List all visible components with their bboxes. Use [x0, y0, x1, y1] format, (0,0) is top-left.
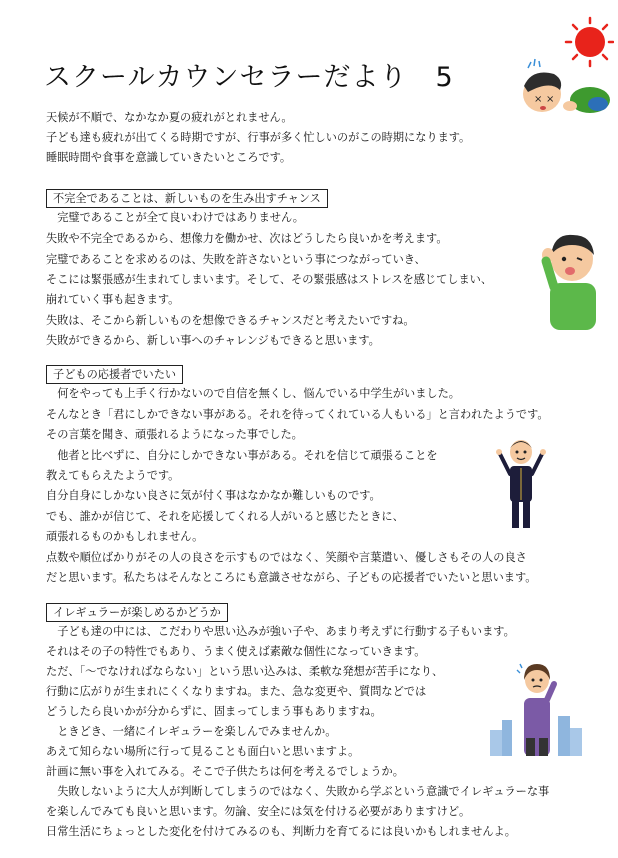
paragraph-line: 行動に広がりが生まれにくくなりますね。また、急な変更や、質問などでは — [46, 685, 427, 698]
paragraph-line: 失敗ができるから、新しい事へのチャレンジもできると思います。 — [46, 334, 380, 347]
embarrassed-child-illustration — [540, 225, 604, 330]
paragraph-line: 日常生活にちょっとした変化を付けてみるのも、判断力を育てるには良いかもしれませんよ。 — [46, 825, 516, 838]
issue-number: 5 — [435, 62, 454, 93]
paragraph-line: 頑張れるものかもしれません。 — [46, 530, 204, 543]
svg-text:×: × — [546, 94, 555, 105]
paragraph-line: 他者と比べずに、自分にしかできない事がある。それを信じて頑張ることを — [46, 449, 438, 462]
paragraph-line: 失敗は、そこから新しいものを想像できるチャンスだと考えたいですね。 — [46, 314, 415, 327]
paragraph-line: 完璧であることが全て良いわけではありません。 — [46, 211, 304, 224]
paragraph-line: それはその子の特性でもあり、うまく使えば素敵な個性になっていきます。 — [46, 645, 426, 658]
paragraph-line: 計画に無い事を入れてみる。そこで子供たちは何を考えるでしょうか。 — [46, 765, 404, 778]
svg-text:×: × — [534, 94, 543, 105]
paragraph-line: そんなとき「君にしかできない事がある。それを待ってくれている人もいる」と言われたようです。 — [46, 408, 549, 421]
heat-exhausted-kid-illustration — [510, 8, 614, 116]
newsletter-title — [44, 55, 454, 94]
paragraph-line: そこには緊張感が生まれてしまいます。そして、その緊張感はストレスを感じてしまい、 — [46, 273, 493, 286]
section-heading-incomplete: 不完全であることは、新しいものを生み出すチャンス — [46, 189, 328, 208]
paragraph-line: 自分自身にしかない良さに気が付く事はなかなか難しいものです。 — [46, 489, 381, 502]
paragraph-line: 何をやっても上手く行かないので自信を無くし、悩んでいる中学生がいました。 — [46, 387, 460, 400]
paragraph-line: だと思います。私たちはそんなところにも意識させながら、子どもの応援者でいたいと思います。 — [46, 571, 537, 584]
paragraph-line: 子ども達の中には、こだわりや思い込みが強い子や、あまり考えずに行動する子もいます。 — [46, 625, 515, 638]
intro-line: 天候が不順で、なかなか夏の疲れがとれません。 — [46, 111, 293, 124]
paragraph-line: でも、誰かが信じて、それを応援してくれる人がいると感じたときに、 — [46, 510, 404, 523]
paragraph-line: 崩れていく事も起きます。 — [46, 293, 180, 306]
intro-line: 睡眠時間や食事を意識していきたいところです。 — [46, 151, 292, 164]
paragraph-line: を楽しんでみても良いと思います。勿論、安全には気を付ける必要がありますけど。 — [46, 805, 471, 818]
title-text: スクールカウンセラーだより — [44, 62, 408, 93]
section-heading-supporter: 子どもの応援者でいたい — [46, 365, 183, 384]
paragraph-line: どうしたら良いかが分からずに、固まってしまう事もありますね。 — [46, 705, 382, 718]
paragraph-line: ただ、「～でなければならない」という思い込みは、柔軟な発想が苦手になり、 — [46, 665, 444, 678]
paragraph-line: 失敗しないように大人が判断してしまうのではなく、失敗から学ぶという意識でイレギュラーな事 — [46, 785, 550, 798]
paragraph-line: 完璧であることを求めるのは、失敗を許さないという事につながっていき、 — [46, 253, 426, 266]
paragraph-line: 点数や順位ばかりがその人の良さを示すものではなく、笑顔や言葉遣い、優しさもその人の良さ — [46, 551, 527, 564]
section-heading-irregular: イレギュラーが楽しめるかどうか — [46, 603, 228, 622]
student-uniform-illustration — [494, 432, 548, 532]
paragraph-line: 失敗や不完全であるから、想像力を働かせ、次はどうしたら良いかを考えます。 — [46, 232, 448, 245]
intro-line: 子ども達も疲れが出てくる時期ですが、行事が多く忙しいのがこの時期になります。 — [46, 131, 471, 144]
paragraph-line: その言葉を聞き、頑張れるようになった事でした。 — [46, 428, 303, 441]
confused-woman-city-illustration — [488, 658, 584, 758]
paragraph-line: 教えてもらえたようです。 — [46, 469, 180, 482]
sun-icon — [566, 18, 613, 66]
paragraph-line: ときどき、一緒にイレギュラーを楽しんでみませんか。 — [46, 725, 337, 738]
paragraph-line: あえて知らない場所に行って見ることも面白いと思いますよ。 — [46, 745, 360, 758]
